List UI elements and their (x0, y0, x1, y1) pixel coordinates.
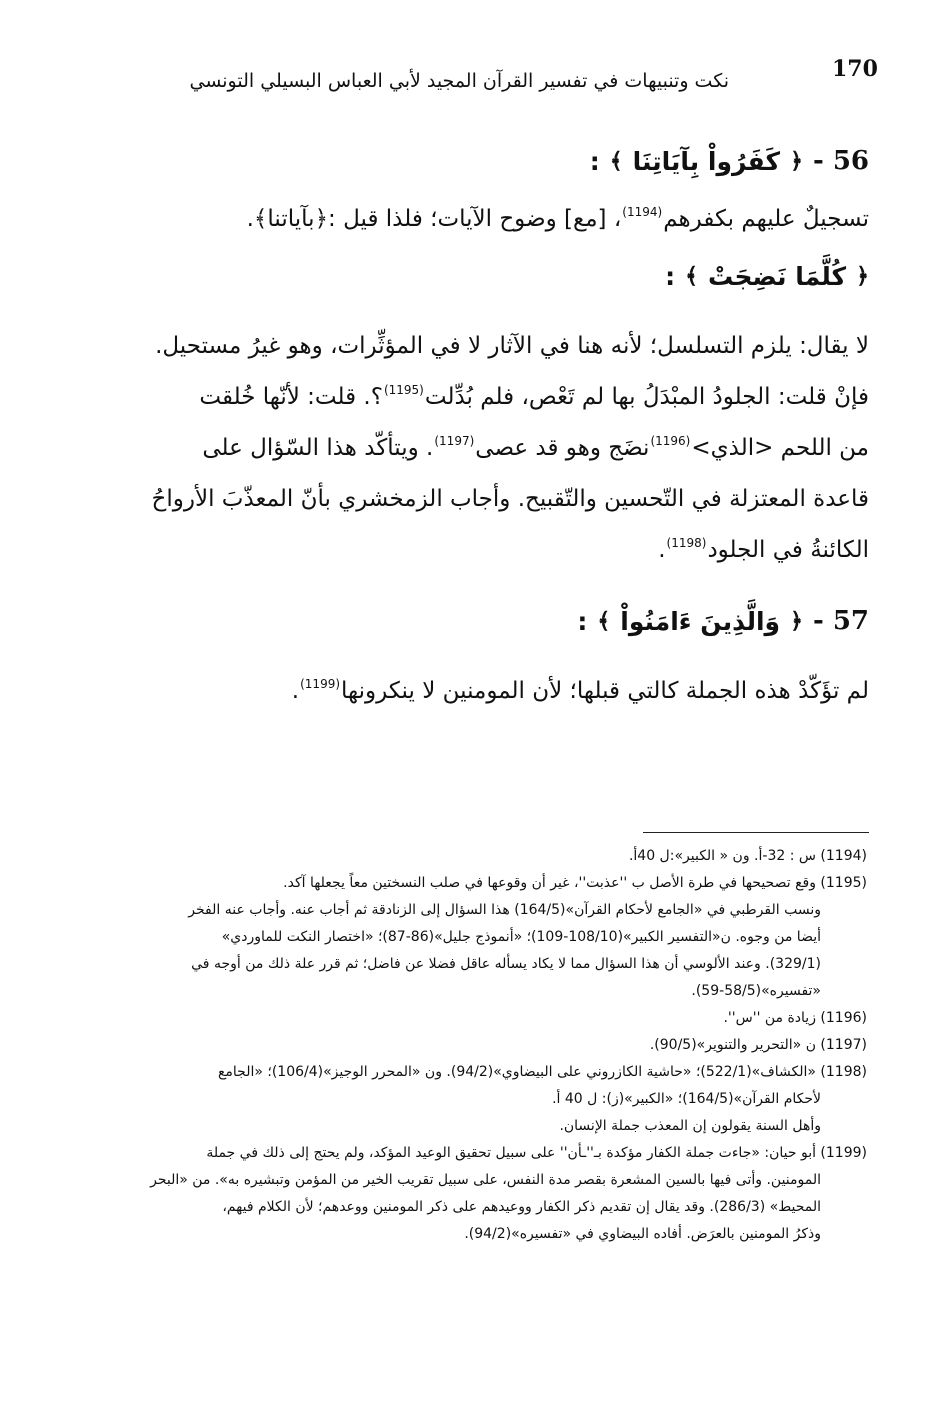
paragraph-text: . (658, 537, 666, 563)
footnote-1198 (100, 1059, 867, 1140)
paragraph-text: الكائنةُ في الجلود (707, 537, 869, 563)
footnote-line: وذكرُ المومنين بالعرَض. أفاده البيضاوي في «تفسيره»(94/2). (464, 1226, 821, 1242)
footnote-ref[interactable]: (1199) (300, 677, 341, 691)
ornate-bracket-open: ﴿ (856, 263, 869, 289)
quranic-phrase: كَفَرُواْ بِآيَاتِنَا (632, 146, 781, 176)
footnote-line: ونسب القرطبي في «الجامع لأحكام القرآن»(164/5) هذا السؤال إلى الزنادقة ثم أجاب عنه. وأجاب عنه الفخر (188, 902, 821, 918)
paragraph-line: قاعدة المعتزلة في التّحسين والتّقبيح. وأجاب الزمخشري بأنّ المعذّبَ الأرواحُ (151, 486, 869, 512)
heading-colon: : (577, 606, 588, 636)
paragraph-text: ؟. قلت: لأنّها خُلقت (199, 384, 383, 410)
heading-colon: : (665, 261, 676, 291)
ornate-bracket-close: ﴾ (685, 263, 698, 289)
footnote-1197 (100, 1032, 867, 1059)
paragraph-line (100, 423, 869, 474)
running-head (100, 52, 878, 102)
footnote-line: لأحكام القرآن»(164/5)؛ «الكبير»(ز): ل 40 أ. (552, 1091, 821, 1107)
footnote-ref[interactable]: (1196) (650, 434, 691, 448)
spacer (100, 576, 869, 590)
footnotes (100, 843, 867, 1248)
spacer (100, 307, 869, 321)
footnote-ref[interactable]: (1197) (434, 434, 475, 448)
footnote-ref[interactable]: (1194) (622, 205, 663, 219)
footnote-line: (1195) وقع تصحيحها في طرة الأصل ب ''عذبت''، غير أن وقوعها في صلب النسختين معاً يجعلها آكد. (283, 875, 867, 891)
entry-number: 57 - (812, 606, 869, 636)
footnote-line: أيضا من وجوه. ن«التفسير الكبير»(108/10-109)؛ «أنموذج جليل»(86-87)؛ «اختصار النكت للماوردي» (221, 929, 821, 945)
footnote-1196 (100, 1005, 867, 1032)
footnote-line: المحيط» (286/3). وقد يقال إن تقديم ذكر الكفار ووعيدهم على ذكر المومنين ووعدهم؛ لأن الكلام فيهم، (222, 1199, 821, 1215)
paragraph (100, 194, 869, 245)
entry-heading-57 (100, 590, 869, 652)
entry-heading-56 (100, 130, 869, 192)
running-title: نكت وتنبيهات في تفسير القرآن المجيد لأبي العباس البسيلي التونسي (189, 70, 729, 92)
paragraph-line (100, 372, 869, 423)
footnote-ref[interactable]: (1195) (383, 383, 424, 397)
footnote-separator (643, 832, 869, 833)
paragraph-text: نضَج وهو قد عصى (475, 435, 650, 461)
footnote-line: (1199) أبو حيان: «جاءت جملة الكفار مؤكدة بـ''ـأن'' على سبيل تحقيق الوعيد المؤكد، ولم يحتج إلى ذلك في جملة (206, 1145, 867, 1161)
footnote-line: (1194) س : 32-أ. ون « الكبير»:ل 40أ. (628, 848, 867, 864)
footnote-1194 (100, 843, 867, 870)
paragraph-text: ، [مع] وضوح الآيات؛ فلذا قيل :﴿بآياتنا﴾. (246, 206, 622, 232)
entry-heading-kullama (100, 245, 869, 307)
footnote-line: (1196) زيادة من ''س''. (723, 1010, 867, 1026)
paragraph-text: من اللحم <الذي> (691, 435, 869, 461)
paragraph-text: . (291, 678, 300, 704)
paragraph-line (100, 525, 869, 576)
footnote-line: المومنين. وأتى فيها بالسين المشعرة بقصر مدة النفس، على سبيل تقريب الخير من المؤمن وتبشيره به». من «البحر (150, 1172, 821, 1188)
footnote-1195 (100, 870, 867, 1005)
paragraph: لا يقال: يلزم التسلسل؛ لأنه هنا في الآثار لا في المؤثِّرات، وهو غيرُ مستحيل. (155, 333, 869, 359)
ornate-bracket-close: ﴾ (597, 608, 611, 634)
paragraph-text: فإنْ قلت: الجلودُ المبْدَلُ بها لم تَعْص، فلم بُدِّلت (424, 384, 869, 410)
footnote-line: وأهل السنة يقولون إن المعذب جملة الإنسان. (559, 1118, 821, 1134)
footnote-line: (1198) «الكشاف»(522/1)؛ «حاشية الكازروني على البيضاوي»(94/2). ون «المحرر الوجيز»(106/4)؛ «الجامع (217, 1064, 867, 1080)
quranic-phrase: وَالَّذِينَ ءَامَنُواْ (620, 606, 781, 636)
ornate-bracket-close: ﴾ (609, 148, 623, 174)
page-number: 170 (832, 56, 878, 82)
paragraph-text: . ويتأكّد هذا السّؤال على (202, 435, 434, 461)
entry-number: 56 - (812, 146, 869, 176)
spacer (100, 652, 869, 666)
paragraph (100, 666, 869, 717)
footnote-line: (1197) ن «التحرير والتنوير»(90/5). (649, 1037, 867, 1053)
heading-colon: : (589, 146, 600, 176)
footnote-1199 (100, 1140, 867, 1248)
ornate-bracket-open: ﴿ (790, 148, 803, 174)
ornate-bracket-open: ﴿ (790, 608, 803, 634)
footnote-line: (329/1). وعند الألوسي أن هذا السؤال مما لا يكاد يسأله عاقل فضلا عن فاضل؛ ثم قرر علة ذلك من أوجه في (191, 956, 821, 972)
paragraph-text: تسجيلٌ عليهم بكفرهم (663, 206, 869, 232)
main-text (100, 130, 869, 717)
paragraph-text: لم تؤَكّدْ هذه الجملة كالتي قبلها؛ لأن المومنين لا ينكرونها (341, 678, 869, 704)
footnote-ref[interactable]: (1198) (666, 536, 707, 550)
quranic-phrase: كُلَّمَا نَضِجَتْ (708, 261, 847, 291)
footnote-line: «تفسيره»(58/5-59). (691, 983, 821, 999)
